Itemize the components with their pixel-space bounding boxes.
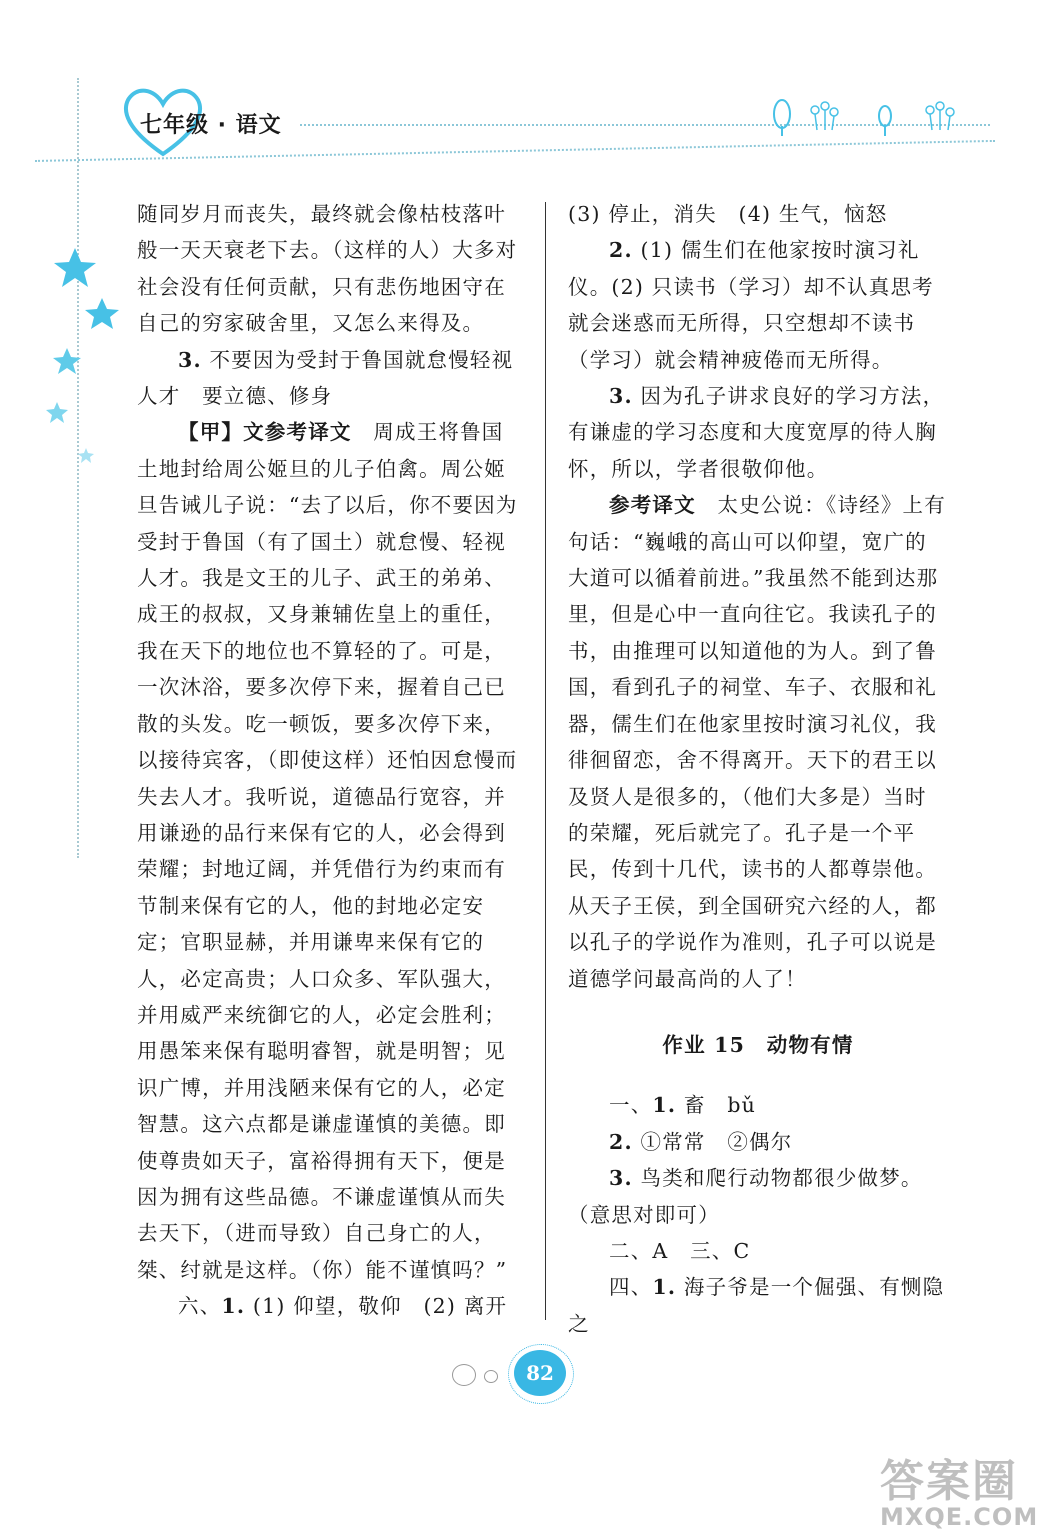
translation-text: 周成王将鲁国土地封给周公姬旦的儿子伯禽。周公姬旦告诫儿子说：“去了以后，你不要因为受封于鲁国（有了国土）就怠慢、轻视人才。我是文王的儿子、武王的弟弟、成王的叔叔，又身兼辅佐皇上的重任，我在天下的地位也不算轻的了。可是，一次沐浴，要多次停下来，握着自己已散的头发。吃一顿饭，要多次停下来，以接待宾客，（即使这样）还怕因怠慢而失去人才。我听说，道德品行宽容，并用谦逊的品行来保有它的人，必会得到荣耀；封地辽阔，并凭借行为约束而有节制来保有它的人，他的封地必定安定；官职显赫，并用谦卑来保有它的人，必定高贵；人口众多、军队强大，并用威严来统御它的人，必定会胜利；用愚笨来保有聪明睿智，就是明智；见识广博，并用浅陋来保有它的人，必定智慧。这六点都是谦虚谨慎的美德。即使尊贵如天子，富裕得拥有天下，便是因为拥有这些品德。不谦虚谨慎从而失去天下，（进而导致）自己身亡的人，桀、纣就是这样。（你）能不谨慎吗？”	[137, 420, 518, 1282]
item-number: 1.	[652, 1275, 677, 1300]
translation-label: 参考译文	[609, 493, 696, 518]
answer-item: 二、A 三、C	[609, 1238, 751, 1263]
translation-label: 【甲】文参考译文	[178, 420, 352, 445]
watermark-title: 答案圈	[880, 1456, 1018, 1507]
page-number-badge	[448, 1344, 588, 1404]
item-number: 2.	[609, 1129, 633, 1154]
section-prefix: 六、	[178, 1294, 222, 1319]
answer-item	[568, 1124, 948, 1160]
right-column	[568, 196, 948, 1342]
section-prefix: 一、	[609, 1093, 653, 1118]
answer-text: (1) 儒生们在他家按时演习礼仪。(2) 只读书（学习）却不认真思考就会迷惑而无所得，只空想却不读书（学习）就会精神疲倦而无所得。	[568, 238, 934, 372]
tree-decoration-icon	[770, 96, 960, 136]
item-number: 1.	[221, 1294, 246, 1319]
answer-item	[568, 1087, 948, 1123]
item-number: 1.	[652, 1093, 677, 1118]
answer-text: 因为孔子讲求良好的学习方法，有谦虚的学习态度和大度宽厚的待人胸怀，所以，学者很敬仰他。	[568, 384, 945, 481]
left-column	[137, 196, 525, 1325]
translation-text: 太史公说：《诗经》上有句话：“巍峨的高山可以仰望，宽广的大道可以循着前进。”我虽然不能到达那里，但是心中一直向往它。我读孔子的书，由推理可以知道他的为人。到了鲁国，看到孔子的祠堂、车子、衣服和礼器，儒生们在他家里按时演习礼仪，我徘徊留恋，舍不得离开。天下的君王以及贤人是很多的，（他们大多是）当时的荣耀，死后就完了。孔子是一个平民，传到十几代，读书的人都尊崇他。从天子王侯，到全国研究六经的人，都以孔子的学说作为准则，孔子可以说是道德学问最高尚的人了！	[568, 493, 946, 991]
item-number: 3.	[609, 384, 633, 409]
answer-item	[568, 1269, 948, 1342]
answer-item: (3) 停止，消失 (4) 生气，恼怒	[568, 202, 888, 226]
answer-text: 畜 bǔ	[676, 1093, 757, 1118]
answer-item	[137, 1288, 525, 1324]
watermark	[880, 1456, 1039, 1531]
watermark-url: MXQE.COM	[880, 1503, 1039, 1531]
answer-text: (1) 仰望，敬仰 (2) 离开	[245, 1294, 508, 1319]
answer-text: 鸟类和爬行动物都很少做梦。（意思对即可）	[568, 1166, 923, 1227]
answer-item	[137, 342, 525, 415]
star-decoration-icon	[40, 240, 130, 480]
ring-decoration-icon	[484, 1370, 498, 1383]
section-title: 作业 15 动物有情	[662, 1032, 854, 1057]
translation-paragraph	[137, 414, 525, 1288]
ring-decoration-icon	[452, 1364, 476, 1386]
answer-text: ①常常 ②偶尔	[632, 1129, 793, 1154]
item-number: 3.	[178, 347, 202, 372]
answer-item	[568, 1160, 948, 1233]
answer-item	[568, 378, 948, 487]
section-prefix: 四、	[609, 1275, 653, 1300]
item-number: 3.	[609, 1166, 633, 1191]
answer-item	[568, 232, 948, 378]
paragraph: 随同岁月而丧失，最终就会像枯枝落叶般一天天衰老下去。（这样的人）大多对社会没有任何贡献，只有悲伤地困守在自己的穷家破舍里，又怎么来得及。	[137, 202, 518, 336]
page-number: 82	[514, 1350, 566, 1396]
column-divider	[545, 202, 546, 1320]
translation-paragraph	[568, 487, 948, 997]
item-number: 2.	[609, 238, 633, 263]
header-title: 七年级 · 语文	[140, 113, 282, 138]
answer-text: 不要因为受封于鲁国就怠慢轻视人才 要立德、修身	[137, 347, 514, 409]
answer-text: 海子爷是一个倔强、有恻隐之	[568, 1275, 945, 1336]
